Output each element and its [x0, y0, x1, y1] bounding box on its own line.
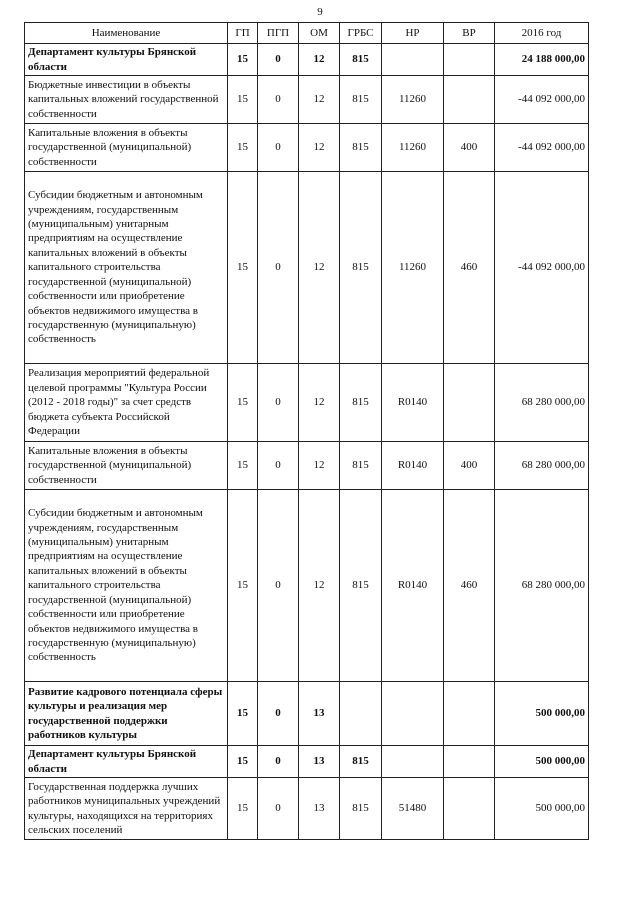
cell-grbs: 815 [340, 442, 382, 490]
cell-gp: 15 [228, 778, 258, 840]
cell-amount: 68 280 000,00 [495, 490, 589, 682]
cell-ppgp: 0 [258, 364, 299, 442]
cell-vr [444, 778, 495, 840]
cell-vr: 460 [444, 490, 495, 682]
cell-om: 12 [299, 124, 340, 172]
table-row [25, 778, 589, 840]
cell-grbs: 815 [340, 44, 382, 76]
cell-gp: 15 [228, 172, 258, 364]
cell-name: Субсидии бюджетным и автономным учреждениям, государственным (муниципальным) унитарным предприятиям на осуществление капитальных вложений в объекты капитального строительства государственной (муниципальной) собственности или приобретение объектов недвижимого имущества в государственную (муниципальную) собственность [25, 172, 228, 364]
cell-nr: R0140 [382, 442, 444, 490]
cell-ppgp: 0 [258, 172, 299, 364]
table-body [25, 44, 589, 840]
cell-om: 12 [299, 172, 340, 364]
table-row [25, 682, 589, 746]
cell-amount: -44 092 000,00 [495, 76, 589, 124]
table-row [25, 442, 589, 490]
cell-nr: 11260 [382, 124, 444, 172]
cell-name: Субсидии бюджетным и автономным учреждениям, государственным (муниципальным) унитарным предприятиям на осуществление капитальных вложений в объекты капитального строительства государственной (муниципальной) собственности или приобретение объектов недвижимого имущества в государственную (муниципальную) собственность [25, 490, 228, 682]
cell-vr [444, 76, 495, 124]
header-year: 2016 год [495, 23, 589, 44]
cell-ppgp: 0 [258, 490, 299, 682]
cell-gp: 15 [228, 746, 258, 778]
table-row [25, 172, 589, 364]
cell-grbs [340, 682, 382, 746]
cell-name: Департамент культуры Брянской области [25, 44, 228, 76]
cell-nr: 51480 [382, 778, 444, 840]
cell-name: Государственная поддержка лучших работников муниципальных учреждений культуры, находящихся на территориях сельских поселений [25, 778, 228, 840]
cell-grbs: 815 [340, 172, 382, 364]
cell-gp: 15 [228, 44, 258, 76]
cell-nr [382, 682, 444, 746]
header-gp: ГП [228, 23, 258, 44]
cell-amount: 24 188 000,00 [495, 44, 589, 76]
cell-name: Реализация мероприятий федеральной целевой программы "Культура России (2012 - 2018 годы)" за счет средств бюджета субъекта Российской Федерации [25, 364, 228, 442]
cell-grbs: 815 [340, 490, 382, 682]
cell-name: Департамент культуры Брянской области [25, 746, 228, 778]
header-row [25, 23, 589, 44]
table-row [25, 44, 589, 76]
cell-vr: 400 [444, 124, 495, 172]
header-vr: ВР [444, 23, 495, 44]
cell-om: 12 [299, 76, 340, 124]
cell-gp: 15 [228, 442, 258, 490]
cell-vr: 400 [444, 442, 495, 490]
table-row [25, 490, 589, 682]
cell-om: 13 [299, 746, 340, 778]
table-row [25, 364, 589, 442]
cell-name: Капитальные вложения в объекты государственной (муниципальной) собственности [25, 124, 228, 172]
cell-om: 13 [299, 778, 340, 840]
cell-om: 12 [299, 364, 340, 442]
header-name: Наименование [25, 23, 228, 44]
cell-om: 13 [299, 682, 340, 746]
cell-nr: 11260 [382, 172, 444, 364]
cell-gp: 15 [228, 76, 258, 124]
cell-ppgp: 0 [258, 682, 299, 746]
cell-vr [444, 682, 495, 746]
header-nr: НР [382, 23, 444, 44]
cell-om: 12 [299, 442, 340, 490]
cell-ppgp: 0 [258, 746, 299, 778]
header-om: ОМ [299, 23, 340, 44]
cell-amount: 68 280 000,00 [495, 364, 589, 442]
cell-grbs: 815 [340, 364, 382, 442]
cell-name: Бюджетные инвестиции в объекты капитальных вложений государственной собственности [25, 76, 228, 124]
cell-grbs: 815 [340, 746, 382, 778]
cell-nr [382, 746, 444, 778]
cell-amount: 500 000,00 [495, 778, 589, 840]
cell-ppgp: 0 [258, 442, 299, 490]
cell-ppgp: 0 [258, 124, 299, 172]
cell-amount: -44 092 000,00 [495, 124, 589, 172]
cell-amount: 500 000,00 [495, 682, 589, 746]
cell-grbs: 815 [340, 124, 382, 172]
page-number: 9 [317, 6, 323, 18]
table-row [25, 76, 589, 124]
cell-om: 12 [299, 490, 340, 682]
cell-gp: 15 [228, 364, 258, 442]
cell-nr: R0140 [382, 490, 444, 682]
header-grbs: ГРБС [340, 23, 382, 44]
cell-ppgp: 0 [258, 778, 299, 840]
cell-vr: 460 [444, 172, 495, 364]
cell-gp: 15 [228, 682, 258, 746]
cell-amount: 68 280 000,00 [495, 442, 589, 490]
cell-grbs: 815 [340, 778, 382, 840]
cell-amount: 500 000,00 [495, 746, 589, 778]
cell-name: Развитие кадрового потенциала сферы культуры и реализация мер государственной поддержки работников культуры [25, 682, 228, 746]
cell-gp: 15 [228, 124, 258, 172]
cell-nr [382, 44, 444, 76]
header-ppgp: ПГП [258, 23, 299, 44]
cell-vr [444, 364, 495, 442]
cell-ppgp: 0 [258, 44, 299, 76]
cell-vr [444, 44, 495, 76]
budget-table [24, 22, 589, 840]
cell-name: Капитальные вложения в объекты государственной (муниципальной) собственности [25, 442, 228, 490]
cell-nr: 11260 [382, 76, 444, 124]
cell-grbs: 815 [340, 76, 382, 124]
cell-amount: -44 092 000,00 [495, 172, 589, 364]
cell-gp: 15 [228, 490, 258, 682]
cell-ppgp: 0 [258, 76, 299, 124]
table-row [25, 124, 589, 172]
cell-nr: R0140 [382, 364, 444, 442]
table-row [25, 746, 589, 778]
cell-vr [444, 746, 495, 778]
cell-om: 12 [299, 44, 340, 76]
